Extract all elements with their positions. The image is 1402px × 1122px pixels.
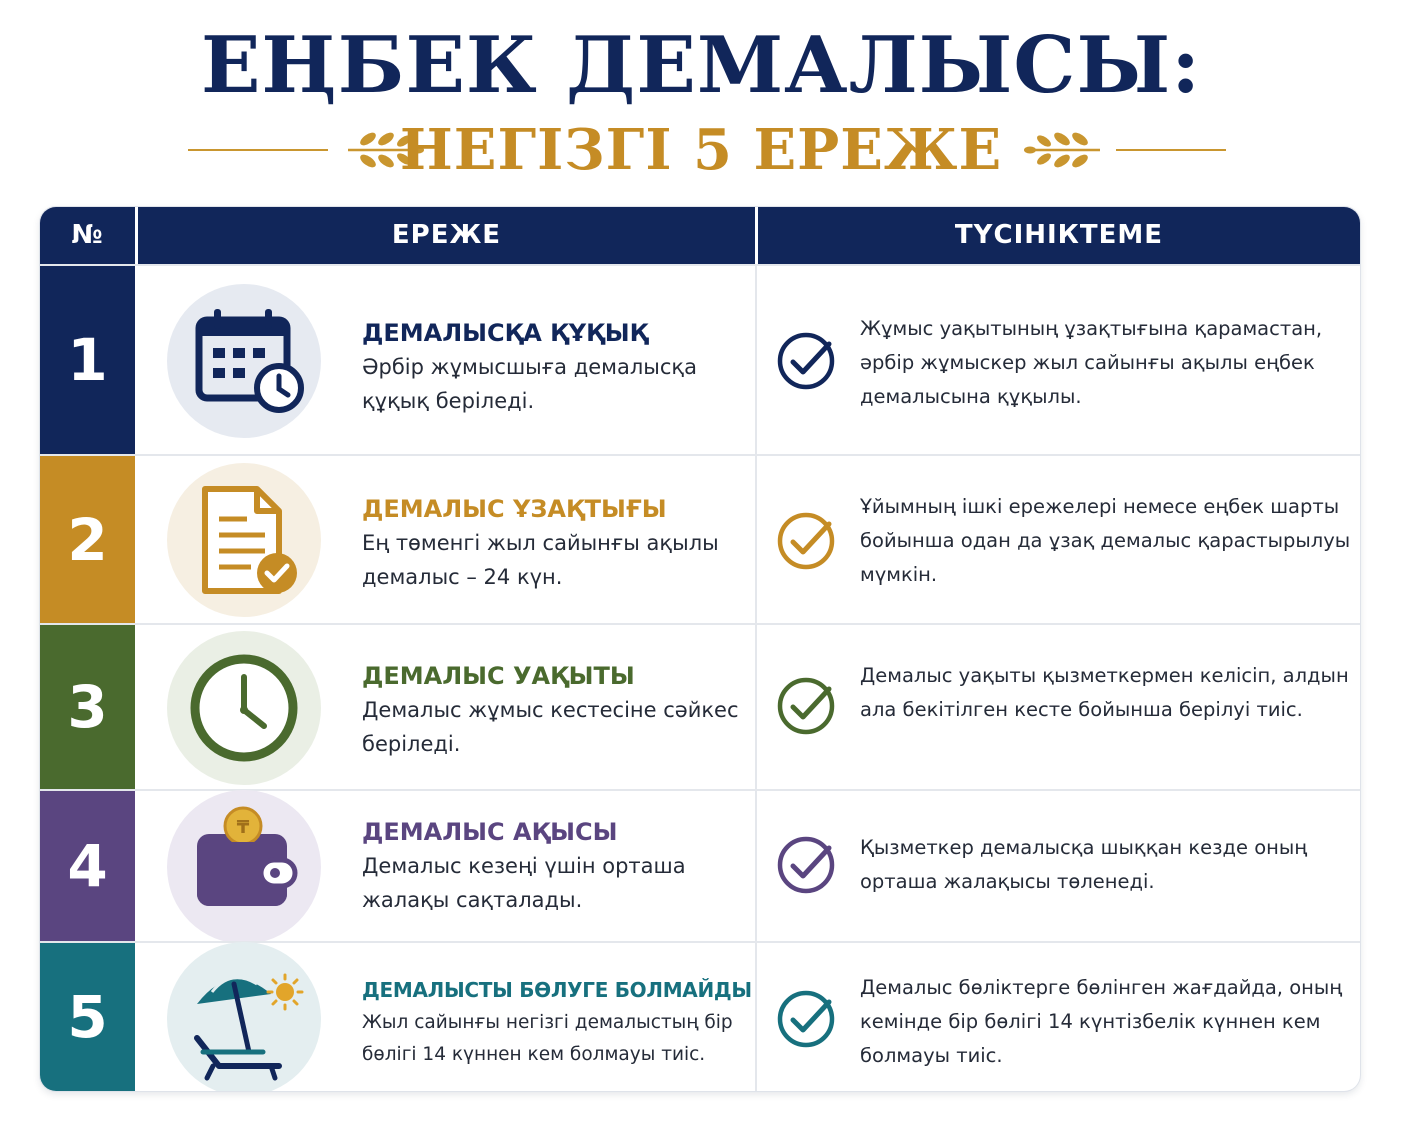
rule-description: Демалыс жұмыс кестесіне сәйкес беріледі. bbox=[362, 698, 739, 756]
rule-description: Ең төменгі жыл сайынғы ақылы демалыс – 24 күн. bbox=[362, 531, 719, 589]
row-number: 2 bbox=[67, 505, 108, 574]
calendar-clock-icon bbox=[167, 284, 321, 438]
svg-text:₸: ₸ bbox=[236, 817, 250, 838]
document-check-icon bbox=[167, 463, 321, 617]
rule-title: ДЕМАЛЫСҚА ҚҰҚЫҚ bbox=[362, 319, 649, 347]
row-number: 3 bbox=[67, 673, 108, 741]
rule-title: ДЕМАЛЫС АҚЫСЫ bbox=[362, 818, 618, 846]
column-header-rule: ЕРЕЖЕ bbox=[391, 220, 502, 250]
row-number: 4 bbox=[67, 832, 108, 900]
rule-text bbox=[362, 973, 754, 1071]
rule-title: ДЕМАЛЫСТЫ БӨЛУГЕ БОЛМАЙДЫ bbox=[362, 978, 752, 1002]
table-row bbox=[40, 789, 1360, 941]
rule-description: Жыл сайынғы негізгі демалыстың бір бөлігі 14 күннен кем болмауы тиіс. bbox=[362, 1012, 733, 1065]
rule-explanation: Демалыс уақыты қызметкермен келісіп, алдын ала бекітілген кесте бойынша берілуі тиіс. bbox=[860, 664, 1349, 721]
table-row bbox=[40, 623, 1360, 789]
rule-title: ДЕМАЛЫС УАҚЫТЫ bbox=[362, 662, 635, 690]
divider-right bbox=[1116, 149, 1226, 151]
table-header bbox=[40, 207, 1360, 264]
table-row bbox=[40, 941, 1360, 1091]
rule-text bbox=[362, 492, 747, 594]
row-number-cell bbox=[40, 625, 135, 789]
column-header-explanation: ТҮСІНІКТЕМЕ bbox=[954, 220, 1164, 250]
row-number: 5 bbox=[67, 983, 108, 1051]
row-number: 1 bbox=[67, 326, 108, 394]
column-separator bbox=[755, 266, 757, 454]
page-title: ЕҢБЕК ДЕМАЛЫСЫ: bbox=[200, 20, 1202, 111]
laurel-sprig-icon bbox=[1024, 124, 1104, 176]
rules-table bbox=[40, 207, 1360, 1091]
rule-explanation: Жұмыс уақытының ұзақтығына қарамастан, әрбір жұмыскер жыл сайынғы ақылы еңбек демалысына құқылы. bbox=[860, 317, 1323, 408]
check-circle-icon bbox=[775, 988, 837, 1050]
rule-explanation: Демалыс бөліктерге бөлінген жағдайда, оның кемінде бір бөлігі 14 күнтізбелік күннен кем болмауы тиіс. bbox=[860, 976, 1343, 1067]
column-header-number: № bbox=[71, 220, 104, 250]
rule-text bbox=[362, 659, 747, 761]
rule-explanation: Ұйымның ішкі ережелері немесе еңбек шарты бойынша одан да ұзақ демалыс қарастырылуы мүмкін. bbox=[860, 495, 1351, 586]
page-subtitle: НЕГІЗГІ 5 ЕРЕЖЕ bbox=[399, 117, 1003, 183]
check-circle-icon bbox=[775, 834, 837, 896]
column-separator bbox=[755, 625, 757, 789]
rule-description: Демалыс кезеңі үшін орташа жалақы сақталады. bbox=[362, 854, 686, 912]
rule-explanation: Қызметкер демалысқа шыққан кезде оның орташа жалақысы төленеді. bbox=[860, 836, 1308, 893]
row-number-cell bbox=[40, 791, 135, 941]
wallet-coin-icon bbox=[167, 790, 321, 944]
column-separator bbox=[755, 943, 757, 1091]
rule-text bbox=[362, 815, 747, 917]
check-circle-icon bbox=[775, 330, 837, 392]
subtitle-row bbox=[0, 110, 1402, 190]
clock-icon bbox=[167, 631, 321, 785]
rule-description: Әрбір жұмысшыға демалысқа құқық беріледі. bbox=[362, 355, 697, 413]
column-separator bbox=[755, 456, 757, 623]
row-number-cell bbox=[40, 456, 135, 623]
beach-umbrella-icon bbox=[167, 942, 321, 1091]
column-separator bbox=[755, 791, 757, 941]
row-number-cell bbox=[40, 943, 135, 1091]
rule-text bbox=[362, 316, 747, 418]
table-row bbox=[40, 264, 1360, 454]
check-circle-icon bbox=[775, 675, 837, 737]
check-circle-icon bbox=[775, 510, 837, 572]
table-row bbox=[40, 454, 1360, 623]
rule-title: ДЕМАЛЫС ҰЗАҚТЫҒЫ bbox=[362, 495, 667, 523]
row-number-cell bbox=[40, 266, 135, 454]
